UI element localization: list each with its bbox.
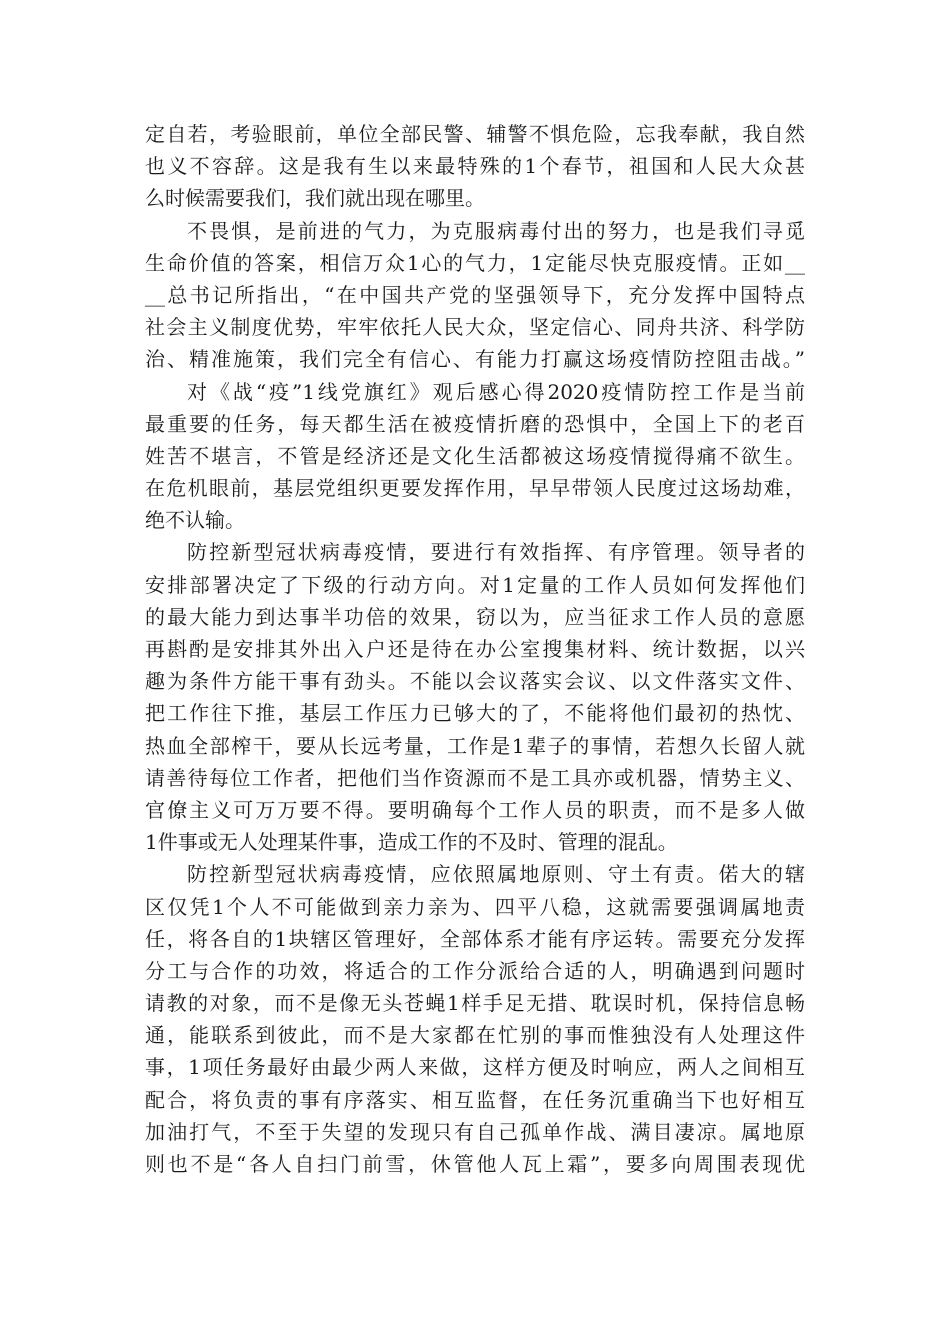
text-line: 请善待每位工作者，把他们当作资源而不是工具亦或机器，情势主义、	[145, 765, 805, 790]
text-line: 1件事或无人处理某件事，造成工作的不及时、管理的混乱。	[145, 830, 678, 855]
text-line: 安排部署决定了下级的行动方向。对1定量的工作人员如何发挥他们	[145, 572, 805, 597]
text-line: 则也不是“各人自扫门前雪，休管他人瓦上霜”，要多向周围表现优	[145, 1152, 805, 1176]
text-line: 最重要的任务，每天都生活在被疫情折磨的恐惧中，全国上下的老百	[145, 411, 805, 436]
text-line: 也义不容辞。这是我有生以来最特殊的1个春节，祖国和人民大众甚	[145, 154, 805, 179]
text-line: 请教的对象，而不是像无头苍蝇1样手足无措、耽误时机，保持信息畅	[145, 991, 805, 1016]
text-line: 官僚主义可万万要不得。要明确每个工作人员的职责，而不是多人做	[145, 797, 805, 822]
text-line: 热血全部榨干，要从长远考量，工作是1辈子的事情，若想久长留人就	[145, 733, 805, 758]
text-line: 把工作往下推，基层工作压力已够大的了，不能将他们最初的热忱、	[145, 701, 805, 726]
text-line: 在危机眼前，基层党组织更要发挥作用，早早带领人民度过这场劫难，	[145, 476, 805, 501]
text-line: 定自若，考验眼前，单位全部民警、辅警不惧危险，忘我奉献，我自然	[145, 122, 805, 146]
text-line: 配合，将负责的事有序落实、相互监督，在任务沉重确当下也好相互	[145, 1087, 805, 1112]
text-line: 生命价值的答案，相信万众1心的气力，1定能尽快克服疫情。正如__	[145, 250, 805, 275]
text-line: 绝不认输。	[145, 508, 245, 533]
text-line: 区仅凭1个人不可能做到亲力亲为、四平八稳，这就需要强调属地责	[145, 894, 805, 919]
text-line: 治、精准施策，我们完全有信心、有能力打赢这场疫情防控阻击战。”	[145, 347, 805, 372]
text-line: 不畏惧，是前进的气力，为克服病毒付出的努力，也是我们寻觅	[187, 218, 805, 243]
text-line: 的最大能力到达事半功倍的效果，窃以为，应当征求工作人员的意愿	[145, 604, 805, 629]
text-line: 通，能联系到彼此，而不是大家都在忙别的事而惟独没有人处理这件	[145, 1023, 805, 1048]
text-line: __总书记所指出，“在中国共产党的坚强领导下，充分发挥中国特点	[145, 282, 805, 307]
text-line: 么时候需要我们，我们就出现在哪里。	[145, 186, 485, 211]
text-line: 防控新型冠状病毒疫情，要进行有效指挥、有序管理。领导者的	[187, 540, 805, 565]
text-line: 事，1项任务最好由最少两人来做，这样方便及时响应，两人之间相互	[145, 1055, 805, 1080]
body-text	[145, 118, 805, 1180]
text-line: 加油打气，不至于失望的发现只有自己孤单作战、满目凄凉。属地原	[145, 1119, 805, 1144]
text-line: 姓苦不堪言，不管是经济还是文化生活都被这场疫情搅得痛不欲生。	[145, 443, 805, 468]
text-line: 趣为条件方能干事有劲头。不能以会议落实会议、以文件落实文件、	[145, 669, 805, 694]
text-line: 防控新型冠状病毒疫情，应依照属地原则、守土有责。偌大的辖	[187, 862, 805, 887]
text-line: 社会主义制度优势，牢牢依托人民大众，坚定信心、同舟共济、科学防	[145, 315, 805, 340]
text-line: 再斟酌是安排其外出入户还是待在办公室搜集材料、统计数据，以兴	[145, 637, 805, 661]
text-line: 对《战“疫”1线党旗红》观后感心得2020疫情防控工作是当前	[187, 379, 805, 404]
text-line: 任，将各自的1块辖区管理好，全部体系才能有序运转。需要充分发挥	[145, 926, 805, 951]
text-line: 分工与合作的功效，将适合的工作分派给合适的人，明确遇到问题时	[145, 958, 805, 983]
